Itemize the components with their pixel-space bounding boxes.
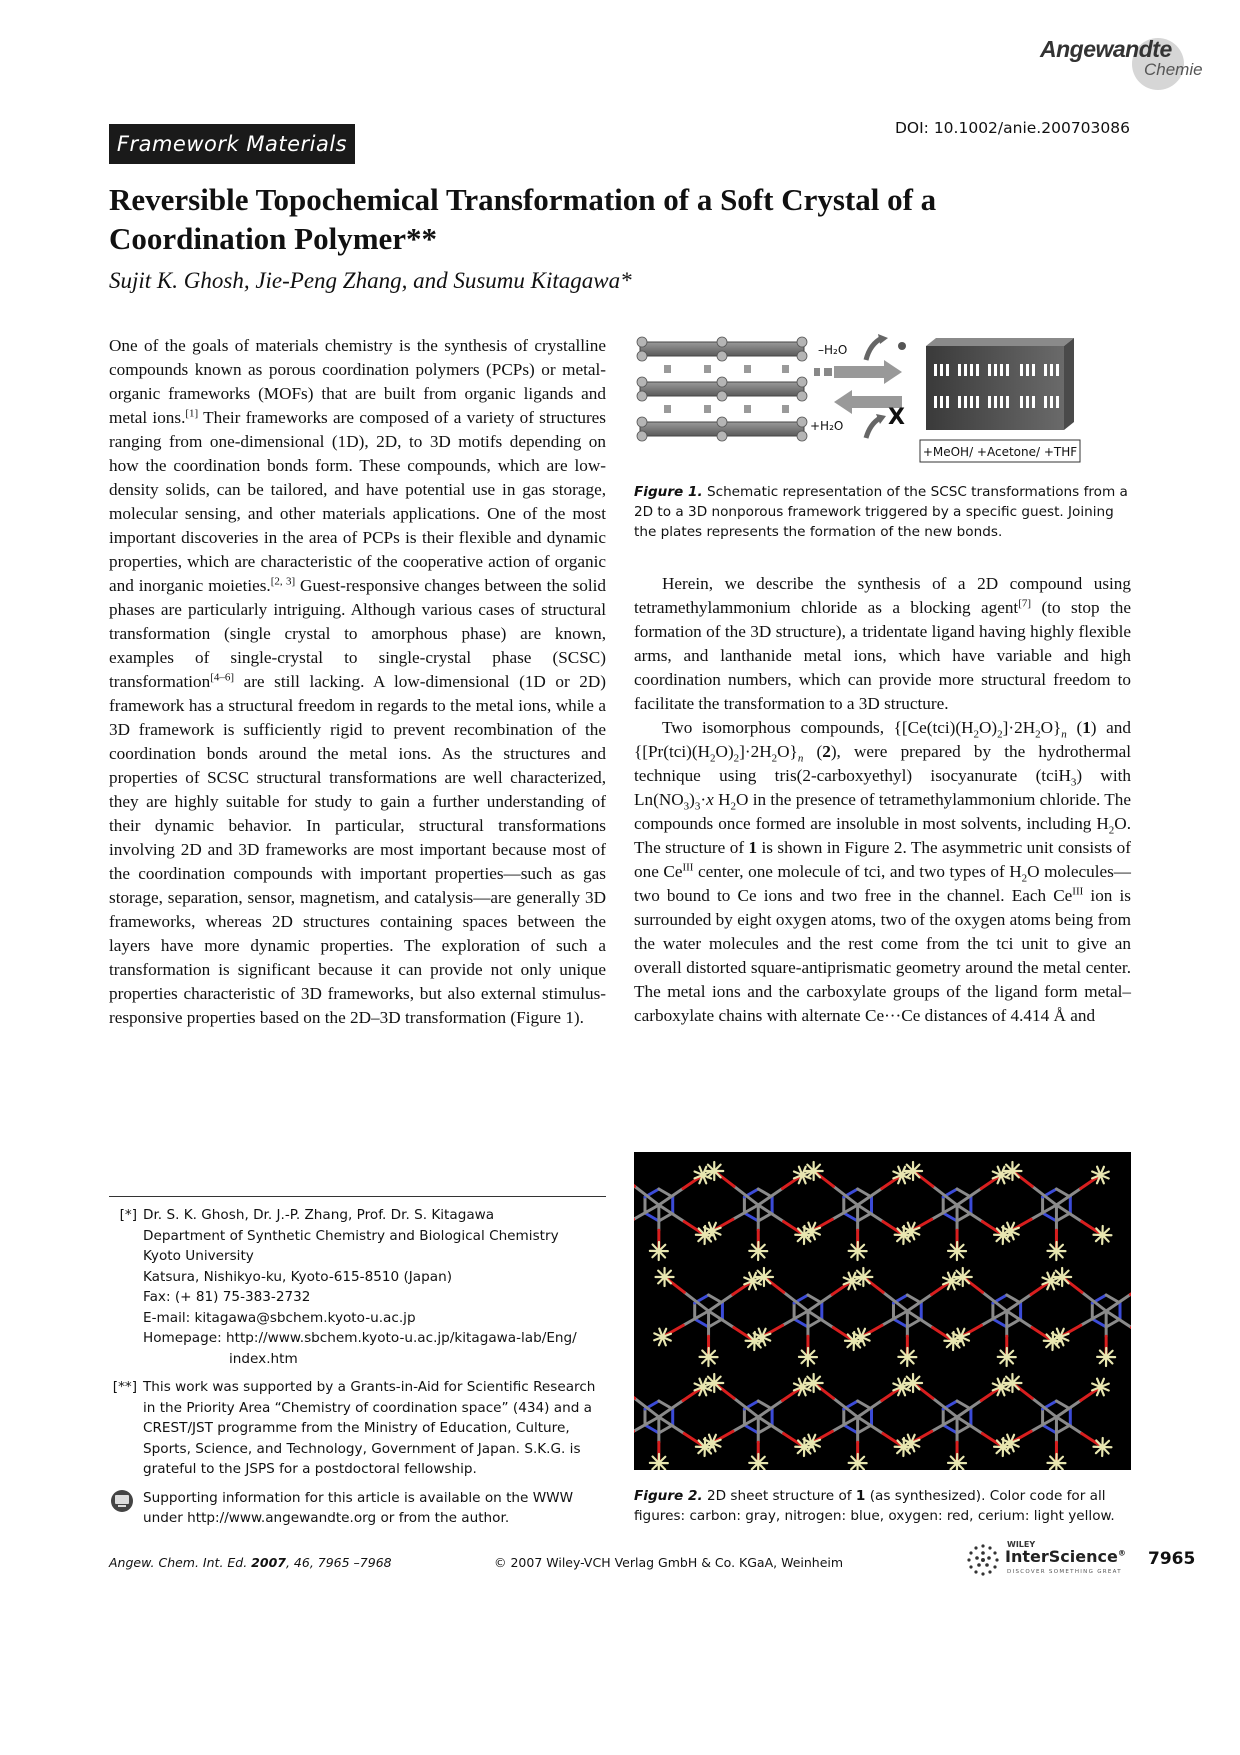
body-text: ), were prepared by the hydrothermal technique using tris(2-carboxyethyl) isocyanurate (tciH [634,742,1131,785]
article-title: Reversible Topochemical Transformation of a Soft Crystal of a Coordination Polymer** [109,182,937,256]
footnote-text: Supporting information for this article is available on the WWW under http://www.angewandte.org or from the author. [143,1489,574,1526]
body-text: O) [979,718,998,737]
bond [933,1186,957,1205]
bond [1130,1281,1131,1295]
body-text: H [713,790,731,809]
body-text: O} [777,742,798,761]
article-authors: Sujit K. Ghosh, Jie-Peng Zhang, and Susumu Kitagawa* [109,268,632,293]
footnote-text: This work was supported by a Grants-in-Aid for Scientific Research in the Priority Area “Chemistry of coordination space” (434) and a CREST/JST programme from the Ministry of Education, Culture, Sports, Science, and Technology, Government of Japan. S.K.G. is grateful to the JSPS for a postdoctoral fellowship. [143,1379,596,1477]
body-text: are still lacking. A low-dimensional (1D or 2D) framework has a structural freedom in regards to the metal ions, while a 3D framework is sufficiently rigid to prevent recombination of the coordination bonds around the metal ions. As the structures and properties of SCSC structural transformations are well characterized, they are highly suitable for study to gain a further understanding of their dynamic behavior. In particular, structural transformations involving 2D and 3D frameworks are most important because most of the coordination compounds with important properties—such as gas storage, separation, sensor, magnetism, and catalysis—are generally 3D frameworks, whereas 2D structures containing spaces between the layers have more dynamic properties. The exploration of such a transformation is significant because it can provide not only unique properties characteristic of 3D frameworks, but also external stimulus-responsive properties based on the 2D–3D transformation (Figure 1). [109,672,606,1027]
page-number: 7965 [1148,1549,1196,1569]
body-text: ion is surrounded by eight oxygen atoms, two of the oxygen atoms being from the water molecules and the rest come from the tci unit to give an overall distorted square-antiprismatic geometry around the metal center. The metal ions and the carboxylate groups of the ligand form metal–carboxylate chains with alternate Ce···Ce distances of 4.414 Å and [634,886,1131,1025]
citation: [1] [185,407,199,420]
label-plus-water: +H₂O [810,419,844,433]
superscript: III [1072,885,1084,898]
footnote-line: Fax: (+ 81) 75-383-2732 [143,1289,311,1305]
bond [933,1398,957,1417]
body-text: Two isomorphous compounds, {[Ce(tci)(H [662,718,974,737]
computer-monitor-icon [109,1490,135,1512]
bond [684,1292,708,1311]
body-text: H [1022,718,1036,737]
body-text: ) with Ln(NO [634,766,1131,809]
layered-2d-structure [637,337,807,441]
bond [794,1319,808,1327]
body-text: ]·2 [1002,718,1023,737]
body-text: O molecules—two bound to Ce ions and two free in the channel. Each Ce [634,862,1131,905]
framework-3d-block [926,338,1074,430]
bond [943,1425,957,1433]
body-right-column [634,572,1131,1028]
interscience-tagline: DISCOVER SOMETHING GREAT [1007,1569,1122,1575]
body-text: ) and {[Pr(tci)(H [634,718,1131,761]
body-paragraph [109,334,606,1030]
bond [993,1319,1007,1327]
footer-volume-pages: , 46, 7965 –7968 [285,1555,392,1570]
superscript: III [682,861,694,874]
interscience-globe-icon [965,1542,1001,1578]
figure-1-caption [634,482,1131,542]
interscience-wiley: WILEY [1007,1540,1036,1549]
footnote-affiliation [109,1205,606,1369]
body-text: Guest-responsive changes between the solid phases are particularly intriguing. Although various cases of structural transformation (single crystal to amorphous phase) are known, examples of single-crystal to single-crystal phase (SCSC) transformation [109,576,606,691]
label-solvents: +MeOH/ +Acetone/ +THF [922,445,1078,459]
bond [1092,1319,1106,1327]
bond [943,1213,957,1221]
bond [1043,1425,1057,1433]
bond [844,1213,858,1221]
body-text: O) [715,742,734,761]
footnote-email[interactable]: E-mail: kitagawa@sbchem.kyoto-u.ac.jp [143,1309,416,1326]
bond [784,1292,808,1311]
figure-1-schematic [634,334,1131,474]
body-text: ) [689,790,695,809]
footnote-line: Katsura, Nishikyo-ku, Kyoto-615-8510 (Japan) [143,1268,453,1285]
figure-2-crystal-structure [634,1152,1131,1470]
footnote-homepage[interactable]: Homepage: http://www.sbchem.kyoto-u.ac.jp/kitagawa-lab/Eng/ [143,1330,577,1346]
interscience-logo [965,1540,1135,1580]
body-text: n [1061,728,1067,741]
bond [1043,1213,1057,1221]
citation: [2, 3] [270,575,296,588]
figure-2-caption-text: 2D sheet structure of [702,1488,856,1504]
compound-number: 2 [822,742,831,761]
bond [1032,1186,1056,1205]
bond [734,1398,758,1417]
bond [635,1186,659,1205]
figure-1-label: Figure 1. [634,484,703,500]
bond [1082,1292,1106,1311]
body-text: O. The structure of [634,814,1131,857]
bond [983,1292,1007,1311]
bond [833,1186,857,1205]
bond [844,1425,858,1433]
compound-number: 1 [748,838,758,857]
bond [695,1319,709,1327]
footnote-line: Department of Synthetic Chemistry and Biological Chemistry [143,1227,559,1244]
bond [645,1213,659,1221]
body-text: ]·2 [739,742,760,761]
body-paragraph: Two isomorphous compounds, $\{[Ce(tci)(H_2O)_2]\cdot 2H_2O\}_n$ (1) and $\{[Pr(tci)(H_2O)_2]\cdot 2H_2O\}_n$ (2), were prepared by the hydrothermal technique using tris(2-carboxyethyl) isocyanurate (tciH$_3$) with $Ln(NO_3)_3\cdot x$ $H_2O$ in the presence of tetramethylammonium chloride. The compounds once formed are insoluble in most solvents, including $H_2O$. The structure of 1 is shown in Figure 2. The asymmetric unit consists of one $Ce^{III}$ center, one molecule of tci, and two types of $H_2O$ molecules—two bound to Ce ions and two free in the channel. Each $Ce^{III}$ ion is surrounded by eight oxygen atoms, two of the oxygen atoms being from the water molecules and the rest come from the tci unit to give an overall distorted square-antiprismatic geometry around the metal center. The metal ions and the carboxylate groups of the ligand form metal–carboxylate chains with alternate Ce···Ce distances of 4.414 Å and [634,718,1131,1025]
subscript: 2 [1108,824,1115,837]
interscience-reg: ® [1117,1548,1126,1558]
bond [833,1398,857,1417]
figure-2-caption [634,1486,1131,1526]
journal-logo [1040,36,1210,92]
footnote-rule [109,1196,606,1197]
footer-citation [109,1555,392,1570]
section-tag: Framework Materials [109,124,355,164]
body-text: n [797,752,804,765]
bond [1032,1398,1056,1417]
bond [635,1398,659,1417]
bond [744,1425,758,1433]
figure-1-caption-text: Schematic representation of the SCSC transformations from a 2D to a 3D nonporous framework triggered by a specific guest. Joining the plates represents the formation of the new bonds. [634,484,1128,540]
subscript: 2 [1021,872,1028,885]
footer-year: 2007 [251,1555,286,1570]
body-text: is shown in Figure 2. The asymmetric unit consists of one Ce [634,838,1131,881]
subscript: 3 [1070,776,1077,789]
bond [883,1292,907,1311]
bond [634,1171,635,1186]
figure-2-label: Figure 2. [634,1488,703,1504]
doi: DOI: 10.1002/anie.200703086 [894,119,1130,137]
body-text: One of the goals of materials chemistry is the synthesis of crystalline compounds known as porous coordination polymers (PCPs) or metal-organic frameworks (MOFs) that are built from organic ligands and metal ions. [109,336,606,427]
label-minus-water: –H₂O [818,343,848,357]
footnote-mark: [*] [119,1207,137,1223]
logo-sub-text: Chemie [1144,60,1203,79]
bond [645,1425,659,1433]
footer-copyright: © 2007 Wiley-VCH Verlag GmbH & Co. KGaA, Weinheim [494,1555,844,1570]
footnote-line: Kyoto University [143,1248,254,1264]
interscience-name [1005,1547,1126,1566]
body-text: O in the presence of tetramethylammonium chloride. The compounds once formed are insoluble in most solvents, including H [634,790,1131,833]
bond [893,1319,907,1327]
subscript: 2 [730,800,736,813]
footnote-supporting-info [109,1488,606,1529]
footnote-homepage-continued[interactable]: index.htm [229,1350,298,1367]
footnote-funding [109,1377,606,1480]
body-text: center, one molecule of tci, and two types of H [693,862,1022,881]
body-text: (to stop the formation of the 3D structure), a tridentate ligand having highly flexible arms, and lanthanide metal ions, which have variable and high coordination numbers, which can provide more structural freedom to facilitate the transformation to a 3D structure. [634,598,1132,713]
figure-2-caption-text: (as synthesized). Color code for all figures: carbon: gray, nitrogen: blue, oxygen: red, cerium: light yellow. [634,1488,1115,1524]
logo-main-text: Angewandte [1040,36,1172,62]
body-text: Herein, we describe the synthesis of a 2D compound using tetramethylammonium chloride as a blocking agent [634,574,1131,617]
body-text: · [700,790,707,809]
footnote-line: Dr. S. K. Ghosh, Dr. J.-P. Zhang, Prof. Dr. S. Kitagawa [143,1207,495,1223]
subscript: 3 [694,800,701,813]
citation: [7] [1018,597,1032,610]
footnote-mark: [**] [112,1379,137,1395]
citation: [4–6] [210,671,235,684]
bond [744,1213,758,1221]
interscience-name-text: InterScience [1005,1547,1118,1566]
subscript: 3 [683,800,690,813]
compound-number: 1 [855,1488,866,1504]
body-text: ( [803,742,823,761]
body-text: x [706,790,714,809]
label-blocked-x: X [888,405,905,430]
bond [734,1186,758,1205]
body-text: H [759,742,772,761]
bond [634,1383,635,1398]
compound-number: 1 [1082,718,1091,737]
body-text: ( [1066,718,1083,737]
body-left-column [109,334,606,1030]
footer-journal: Angew. Chem. Int. Ed. [109,1555,252,1570]
body-text: O} [1040,718,1062,737]
body-text: Their frameworks are composed of a variety of structures ranging from one-dimensional (1D), 2D, to 3D motifs depending on how the coordination bonds form. These compounds, which are low-density solids, can be tailored, and have potential use in gas storage, molecular sensing, and other materials applications. One of the most important discoveries in the area of PCPs is their flexible and dynamic properties, which are characteristic of the cooperative action of organic and inorganic moieties. [109,408,606,595]
body-paragraph [634,572,1131,716]
footnotes [109,1205,606,1537]
